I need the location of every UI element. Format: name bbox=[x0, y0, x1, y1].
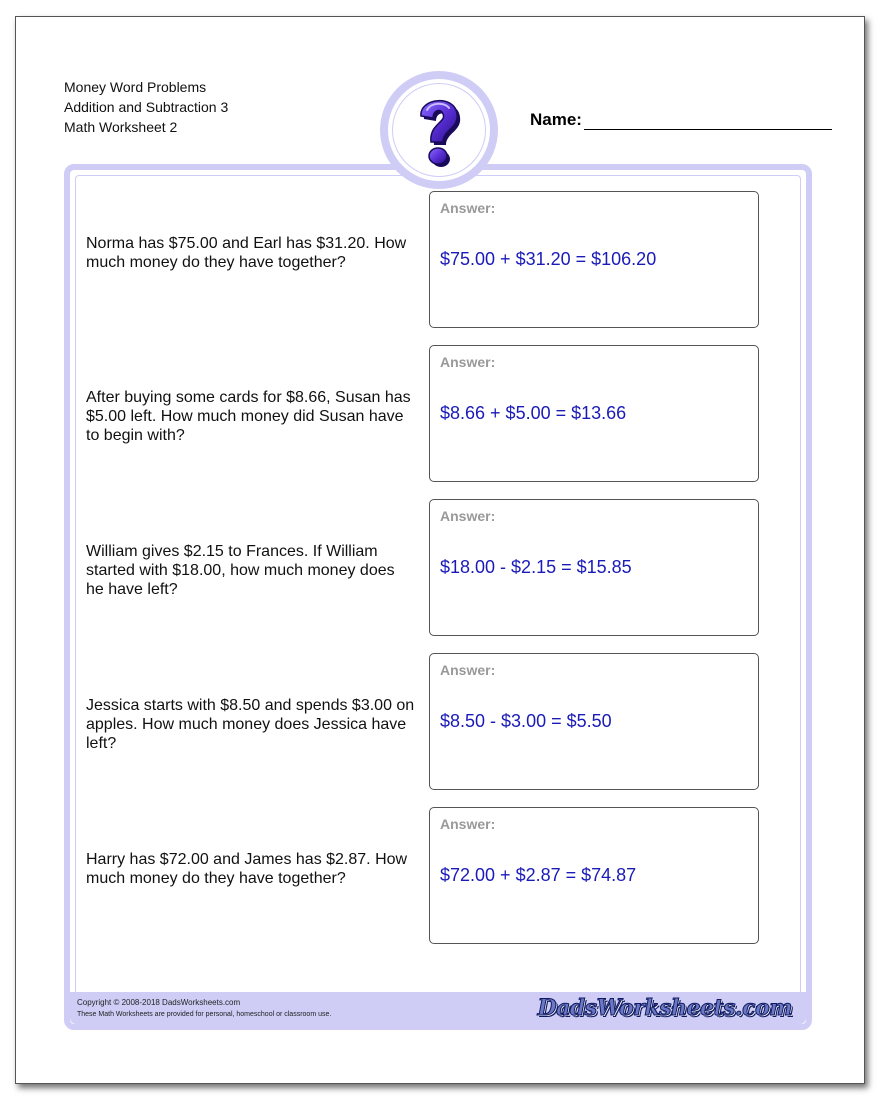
name-line[interactable] bbox=[584, 109, 832, 130]
problem-1-answer-box[interactable] bbox=[429, 191, 759, 328]
usage-notice: These Math Worksheets are provided for personal, homeschool or classroom use. bbox=[77, 1011, 332, 1018]
footer bbox=[70, 992, 806, 1024]
problem-3-question: William gives $2.15 to Frances. If William started with $18.00, how much money does he have left? bbox=[86, 543, 395, 598]
title-line-2: Addition and Subtraction 3 bbox=[64, 99, 229, 115]
problem-4-question: Jessica starts with $8.50 and spends $3.00 on apples. How much money does Jessica have left? bbox=[86, 697, 415, 752]
title-line-3: Math Worksheet 2 bbox=[64, 119, 178, 135]
answer-label: Answer: bbox=[440, 816, 496, 832]
problem-5-question: Harry has $72.00 and James has $2.87. How much money do they have together? bbox=[86, 851, 408, 887]
problem-5-answer-box[interactable] bbox=[429, 807, 759, 944]
answer-label: Answer: bbox=[440, 354, 496, 370]
problem-2-answer-box[interactable] bbox=[429, 345, 759, 482]
copyright-text: Copyright © 2008-2018 DadsWorksheets.com bbox=[77, 998, 241, 1007]
title-line-1: Money Word Problems bbox=[64, 79, 207, 95]
question-mark-icon bbox=[392, 83, 486, 177]
problem-1-question: Norma has $75.00 and Earl has $31.20. How much money do they have together? bbox=[86, 235, 407, 271]
problem-4-answer: $8.50 - $3.00 = $5.50 bbox=[440, 711, 612, 731]
answer-label: Answer: bbox=[440, 200, 496, 216]
problem-1-answer: $75.00 + $31.20 = $106.20 bbox=[440, 249, 657, 269]
answer-label: Answer: bbox=[440, 508, 496, 524]
worksheet-page bbox=[15, 16, 865, 1084]
dadsworksheets-logo[interactable]: DadsWorksheets.com bbox=[537, 995, 792, 1021]
problem-3-answer: $18.00 - $2.15 = $15.85 bbox=[440, 557, 632, 577]
problem-2-answer: $8.66 + $5.00 = $13.66 bbox=[440, 403, 627, 423]
answer-label: Answer: bbox=[440, 662, 496, 678]
problem-4-answer-box[interactable] bbox=[429, 653, 759, 790]
name-field[interactable] bbox=[530, 109, 832, 130]
problem-2-question: After buying some cards for $8.66, Susan has $5.00 left. How much money did Susan have to begin with? bbox=[86, 389, 411, 444]
worksheet-title bbox=[64, 77, 228, 137]
problem-3-answer-box[interactable] bbox=[429, 499, 759, 636]
problem-5-answer: $72.00 + $2.87 = $74.87 bbox=[440, 865, 637, 885]
name-label: Name: bbox=[530, 110, 582, 129]
